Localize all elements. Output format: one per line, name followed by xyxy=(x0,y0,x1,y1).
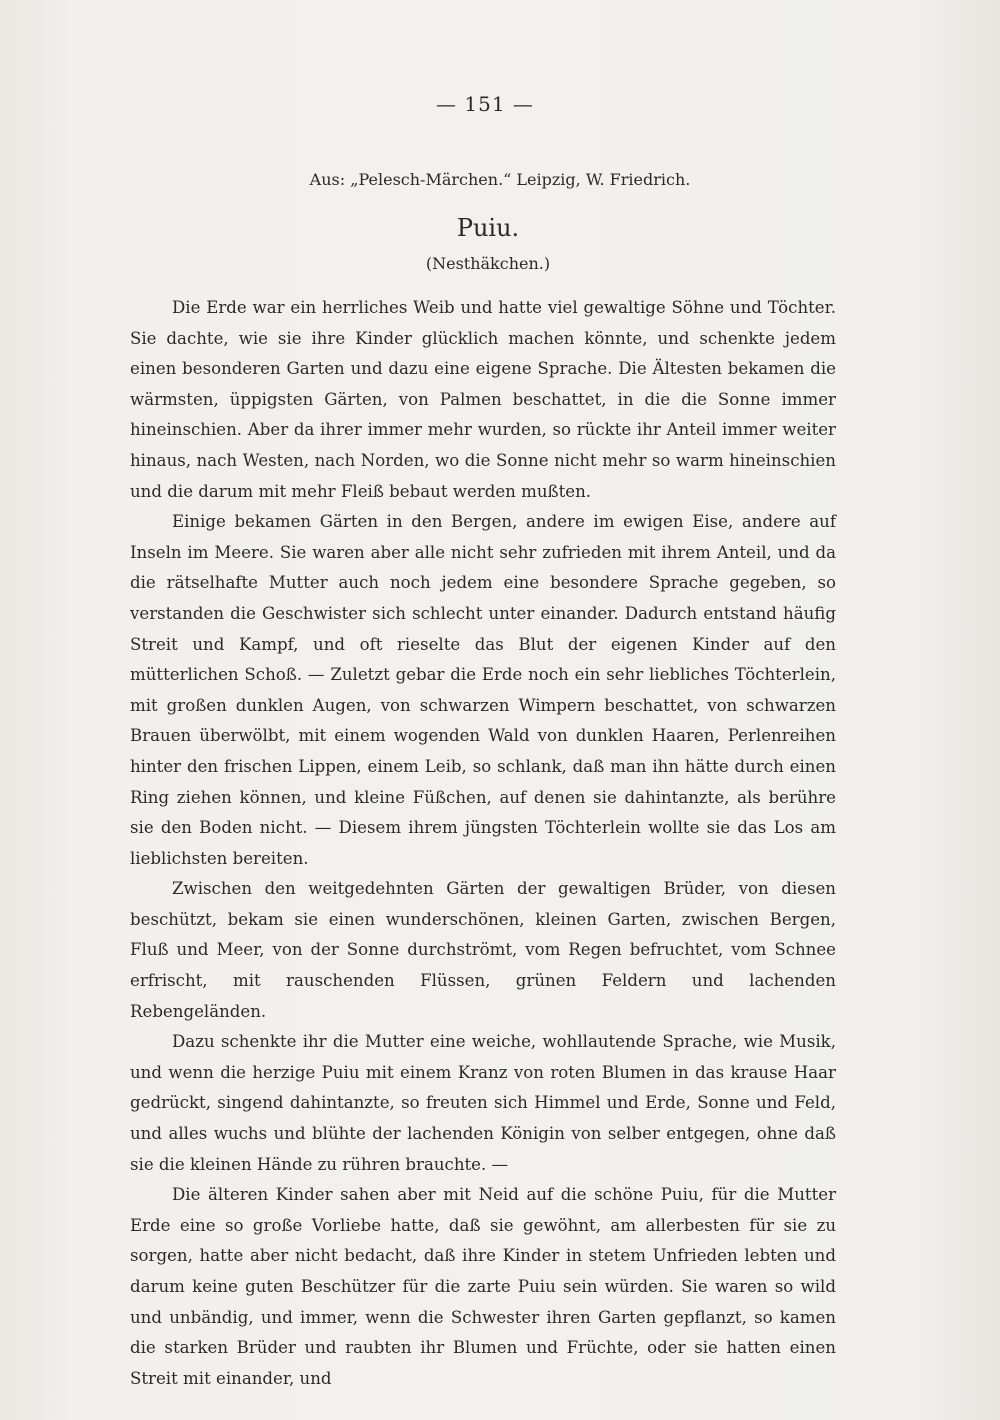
story-title: Puiu. xyxy=(456,214,520,242)
paragraph-2: Einige bekamen Gärten in den Bergen, andere im ewigen Eise, andere auf Inseln im Meere. Sie waren aber alle nicht sehr zufrieden mit ihrem Anteil, und da die rätselhafte Mutter auch noch jedem eine besondere Sprache gegeben, so verstanden die Geschwister sich schlecht unter einander. Dadurch entstand häufig Streit und Kampf, und oft rieselte das Blut der eigenen Kinder auf den mütterlichen Schoß. — Zuletzt gebar die Erde noch ein sehr liebliches Töchterlein, mit großen dunklen Augen, von schwarzen Wimpern beschattet, von schwarzen Brauen überwölbt, mit einem wogenden Wald von dunklen Haaren, Perlenreihen hinter den frischen Lippen, einem Leib, so schlank, daß man ihn hätte durch einen Ring ziehen können, und kleine Füßchen, auf denen sie dahintanzte, als berühre sie den Boden nicht. — Diesem ihrem jüngsten Töchterlein wollte sie das Los am lieblichsten bereiten. xyxy=(130,512,836,868)
story-body xyxy=(130,293,836,1394)
paragraph-5: Die älteren Kinder sahen aber mit Neid auf die schöne Puiu, für die Mutter Erde eine so große Vorliebe hatte, daß sie gewöhnt, am allerbesten für sie zu sorgen, hatte aber nicht bedacht, daß ihre Kinder in stetem Unfrieden lebten und darum keine guten Beschützer für die zarte Puiu sein würden. Sie waren so wild und unbändig, und immer, wenn die Schwester ihren Garten gepflanzt, so kamen die starken Brüder und raubten ihr Blumen und Früchte, oder sie hatten einen Streit mit einander, und xyxy=(130,1185,836,1388)
paragraph-1: Die Erde war ein herrliches Weib und hatte viel gewaltige Söhne und Töchter. Sie dachte, wie sie ihre Kinder glücklich machen könnte, und schenkte jedem einen besonderen Garten und dazu eine eigene Sprache. Die Ältesten bekamen die wärmsten, üppigsten Gärten, von Palmen beschattet, in die die Sonne immer hineinschien. Aber da ihrer immer mehr wurden, so rückte ihr Anteil immer weiter hinaus, nach Westen, nach Norden, wo die Sonne nicht mehr so warm hineinschien und die darum mit mehr Fleiß bebaut werden mußten. xyxy=(130,298,836,501)
source-citation: Aus: „Pelesch-Märchen.“ Leipzig, W. Friedrich. xyxy=(309,170,691,189)
page-number: — 151 — xyxy=(436,92,534,116)
paragraph-4: Dazu schenkte ihr die Mutter eine weiche, wohllautende Sprache, wie Musik, und wenn die herzige Puiu mit einem Kranz von roten Blumen in das krause Haar gedrückt, singend dahintanzte, so freuten sich Himmel und Erde, Sonne und Feld, und alles wuchs und blühte der lachenden Königin von selber entgegen, ohne daß sie die kleinen Hände zu rühren brauchte. — xyxy=(130,1032,836,1174)
story-subtitle: (Nesthäkchen.) xyxy=(425,254,551,273)
paragraph-3: Zwischen den weitgedehnten Gärten der gewaltigen Brüder, von diesen beschützt, bekam sie einen wunderschönen, kleinen Garten, zwischen Bergen, Fluß und Meer, von der Sonne durchströmt, vom Regen befruchtet, vom Schnee erfrischt, mit rauschenden Flüssen, grünen Feldern und lachenden Rebengeländen. xyxy=(130,879,836,1021)
